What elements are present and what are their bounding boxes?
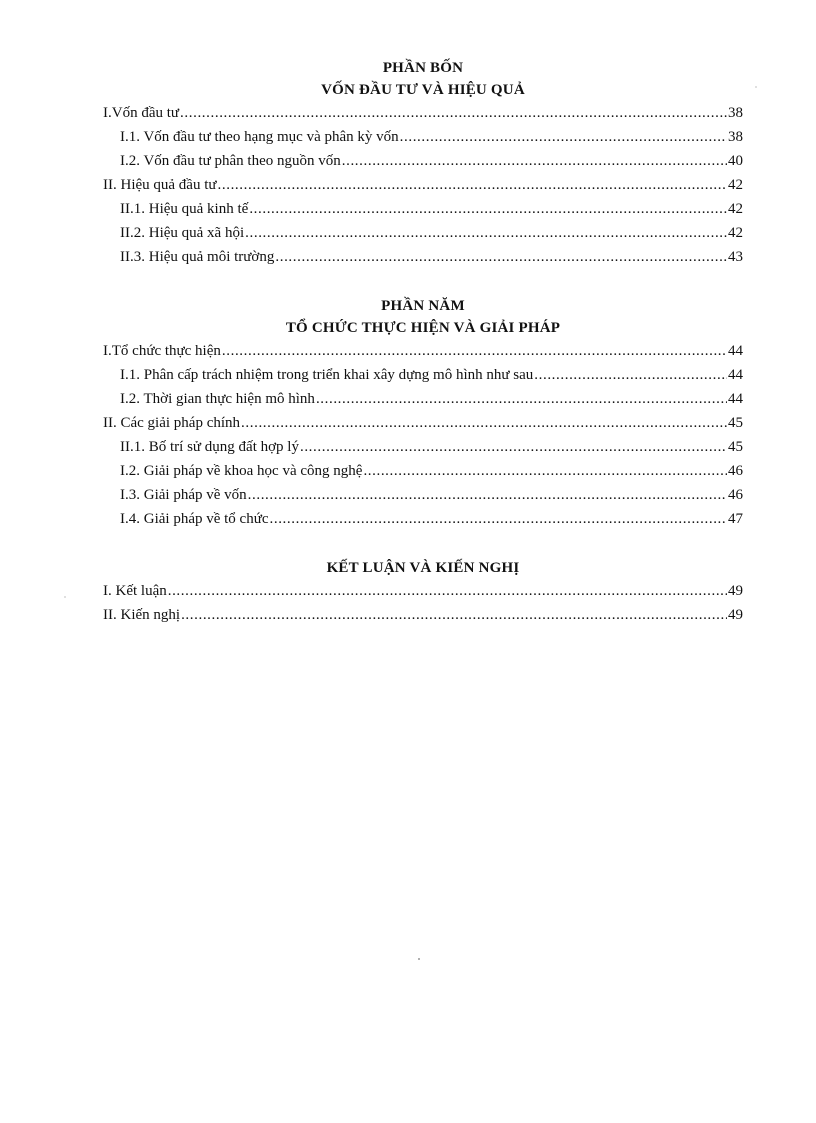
section-heading: PHẦN BỐN [382,60,464,76]
toc-entry-label: I.Vốn đầu tư [103,105,180,121]
toc-entry-label: I.1. Vốn đầu tư theo hạng mục và phân kỳ vốn [120,129,399,145]
toc-entry-label: I.1. Phân cấp trách nhiệm trong triển khai xây dựng mô hình như sau [120,367,534,383]
toc-entry-label: II. Các giải pháp chính [103,415,241,431]
section-heading: PHẦN NĂM [381,298,465,314]
toc-entry-label: I. Kết luận [103,583,167,599]
dot-leader [222,339,727,363]
toc-entry-page: 49 [728,583,743,599]
toc-entry-page: 45 [728,439,743,455]
toc-entry [103,339,743,363]
section-heading: TỔ CHỨC THỰC HIỆN VÀ GIẢI PHÁP [285,320,561,336]
toc-entry [103,125,743,149]
scan-speck [755,86,757,88]
toc-entry-label: I.2. Giải pháp về khoa học và công nghệ [120,463,363,479]
toc-entry-label: II.3. Hiệu quả môi trường [120,249,275,265]
toc-entry-page: 46 [728,487,743,503]
dot-leader [248,483,727,507]
toc-entry-page: 47 [728,511,743,527]
toc-entry-label: I.2. Vốn đầu tư phân theo nguồn vốn [120,153,341,169]
section-heading: VỐN ĐẦU TƯ VÀ HIỆU QUẢ [321,82,525,98]
toc-entry-page: 43 [728,249,743,265]
dot-leader [270,507,728,531]
dot-leader [342,149,727,173]
toc-entry [103,149,743,173]
dot-leader [218,173,727,197]
toc-entry-label: II. Hiệu quả đầu tư [103,177,217,193]
toc-entry-label: I.3. Giải pháp về vốn [120,487,247,503]
toc-entry-page: 38 [728,105,743,121]
dot-leader [363,459,727,483]
toc-entry-label: II.1. Bố trí sử dụng đất hợp lý [120,439,299,455]
toc-entry [103,173,743,197]
toc-entry [103,507,743,531]
toc-entry-page: 45 [728,415,743,431]
toc-entry-label: I.2. Thời gian thực hiện mô hình [120,391,315,407]
toc-entry-label: II.1. Hiệu quả kinh tế [120,201,249,217]
toc-entry-label: I.Tổ chức thực hiện [103,343,221,359]
toc-entry [103,459,743,483]
toc-entry-page: 38 [728,129,743,145]
toc-section [103,57,743,269]
dot-leader [249,197,727,221]
toc-entry-page: 44 [728,391,743,407]
toc-entry-page: 44 [728,367,743,383]
scan-speck [64,596,66,598]
dot-leader [400,125,727,149]
toc-entry [103,603,743,627]
toc-entry [103,387,743,411]
dot-leader [245,221,727,245]
toc-section [103,557,743,627]
table-of-contents [103,57,743,639]
toc-section [103,295,743,531]
toc-entry-page: 42 [728,225,743,241]
toc-entry [103,101,743,125]
dot-leader [300,435,727,459]
dot-leader [316,387,727,411]
toc-entry-page: 44 [728,343,743,359]
toc-entry [103,363,743,387]
toc-entry-page: 49 [728,607,743,623]
toc-entry [103,579,743,603]
toc-entry-label: II.2. Hiệu quả xã hội [120,225,245,241]
dot-leader [180,101,727,125]
dot-leader [275,245,727,269]
toc-entry-page: 46 [728,463,743,479]
toc-entry-label: I.4. Giải pháp về tổ chức [120,511,269,527]
toc-entry [103,245,743,269]
toc-entry [103,435,743,459]
toc-entry [103,197,743,221]
dot-leader [181,603,727,627]
toc-entry-label: II. Kiến nghị [103,607,181,623]
toc-entry [103,221,743,245]
section-heading: KẾT LUẬN VÀ KIẾN NGHỊ [326,560,520,576]
toc-entry [103,483,743,507]
scan-speck [418,958,420,960]
toc-entry-page: 40 [728,153,743,169]
dot-leader [534,363,727,387]
dot-leader [168,579,727,603]
toc-entry-page: 42 [728,201,743,217]
toc-entry-page: 42 [728,177,743,193]
dot-leader [241,411,727,435]
toc-entry [103,411,743,435]
